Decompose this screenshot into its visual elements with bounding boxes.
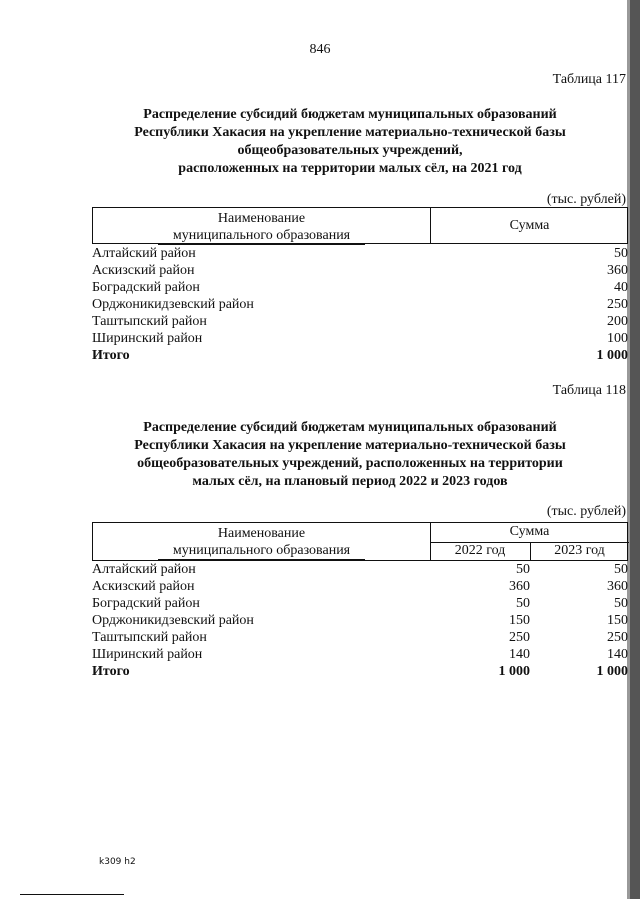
title-line: общеобразовательных учреждений, bbox=[237, 143, 463, 158]
row-value: 250 bbox=[607, 297, 628, 312]
table-row bbox=[92, 629, 628, 646]
title-line: общеобразовательных учреждений, расположенных на территории bbox=[137, 456, 563, 471]
table-row bbox=[92, 296, 628, 313]
row-value-2022: 50 bbox=[516, 596, 530, 611]
footer-rule bbox=[20, 894, 124, 895]
table-117-label: Таблица 117 bbox=[552, 72, 626, 87]
row-value-2023: 360 bbox=[607, 579, 628, 594]
header-sum: Сумма bbox=[430, 523, 629, 543]
title-line: расположенных на территории малых сёл, на 2021 год bbox=[178, 161, 522, 176]
table-row bbox=[92, 646, 628, 663]
header-sum: Сумма bbox=[509, 218, 550, 233]
footer-code: k309 h2 bbox=[99, 857, 136, 867]
header-year-2023: 2023 год bbox=[554, 543, 605, 558]
scan-edge-inner bbox=[627, 0, 630, 899]
table-117-body bbox=[92, 245, 628, 364]
table-row bbox=[92, 245, 628, 262]
row-value: 100 bbox=[607, 331, 628, 346]
table-118-label: Таблица 118 bbox=[552, 383, 626, 398]
table-117-units: (тыс. рублей) bbox=[546, 192, 626, 207]
row-name: Боградский район bbox=[92, 280, 200, 295]
header-name-line2: муниципального образования bbox=[158, 227, 365, 245]
row-value-2022: 360 bbox=[509, 579, 530, 594]
header-year-2022: 2022 год bbox=[454, 543, 506, 558]
row-name: Алтайский район bbox=[92, 246, 196, 261]
row-name: Ширинский район bbox=[92, 331, 203, 346]
row-value-2023: 250 bbox=[607, 630, 628, 645]
table-row bbox=[92, 561, 628, 578]
table-117-header bbox=[92, 207, 628, 244]
header-name-cell bbox=[93, 208, 430, 243]
row-name: Орджоникидзевский район bbox=[92, 297, 254, 312]
row-name: Орджоникидзевский район bbox=[92, 613, 254, 628]
row-value: 360 bbox=[607, 263, 628, 278]
title-line: Распределение субсидий бюджетам муниципальных образований bbox=[143, 420, 557, 435]
table-118-units: (тыс. рублей) bbox=[546, 504, 626, 519]
header-name-line1: Наименование bbox=[217, 526, 306, 541]
table-117-title bbox=[80, 106, 620, 178]
total-value: 1 000 bbox=[596, 348, 628, 363]
page-number: 846 bbox=[309, 42, 331, 57]
table-118-body bbox=[92, 561, 628, 680]
row-name: Таштыпский район bbox=[92, 630, 207, 645]
row-value: 40 bbox=[614, 280, 628, 295]
table-row bbox=[92, 595, 628, 612]
header-name-cell bbox=[93, 523, 430, 560]
row-value-2022: 150 bbox=[509, 613, 530, 628]
title-line: малых сёл, на плановый период 2022 и 2023 годов bbox=[192, 474, 508, 489]
row-value-2023: 140 bbox=[607, 647, 628, 662]
total-label: Итого bbox=[92, 664, 130, 679]
header-name-line1: Наименование bbox=[217, 211, 306, 226]
table-row bbox=[92, 578, 628, 595]
row-value-2022: 50 bbox=[516, 562, 530, 577]
row-value-2023: 50 bbox=[614, 596, 628, 611]
table-row bbox=[92, 612, 628, 629]
title-line: Республики Хакасия на укрепление материально-технической базы bbox=[134, 125, 566, 140]
row-name: Таштыпский район bbox=[92, 314, 207, 329]
title-line: Распределение субсидий бюджетам муниципальных образований bbox=[143, 107, 557, 122]
row-name: Аскизский район bbox=[92, 263, 195, 278]
row-value: 200 bbox=[607, 314, 628, 329]
table-row bbox=[92, 262, 628, 279]
total-value-2022: 1 000 bbox=[498, 664, 530, 679]
row-name: Боградский район bbox=[92, 596, 200, 611]
row-name: Аскизский район bbox=[92, 579, 195, 594]
row-value-2022: 250 bbox=[509, 630, 530, 645]
table-118-title bbox=[80, 419, 620, 491]
header-name-line2: муниципального образования bbox=[158, 542, 365, 560]
table-118-header bbox=[92, 522, 628, 561]
table-row bbox=[92, 279, 628, 296]
scan-edge bbox=[630, 0, 640, 899]
row-name: Алтайский район bbox=[92, 562, 196, 577]
total-value-2023: 1 000 bbox=[596, 664, 628, 679]
table-row bbox=[92, 330, 628, 347]
title-line: Республики Хакасия на укрепление материально-технической базы bbox=[134, 438, 566, 453]
table-row bbox=[92, 313, 628, 330]
row-value-2023: 150 bbox=[607, 613, 628, 628]
total-label: Итого bbox=[92, 348, 130, 363]
total-row bbox=[92, 663, 628, 680]
row-value-2022: 140 bbox=[509, 647, 530, 662]
row-name: Ширинский район bbox=[92, 647, 203, 662]
row-value-2023: 50 bbox=[614, 562, 628, 577]
total-row bbox=[92, 347, 628, 364]
row-value: 50 bbox=[614, 246, 628, 261]
